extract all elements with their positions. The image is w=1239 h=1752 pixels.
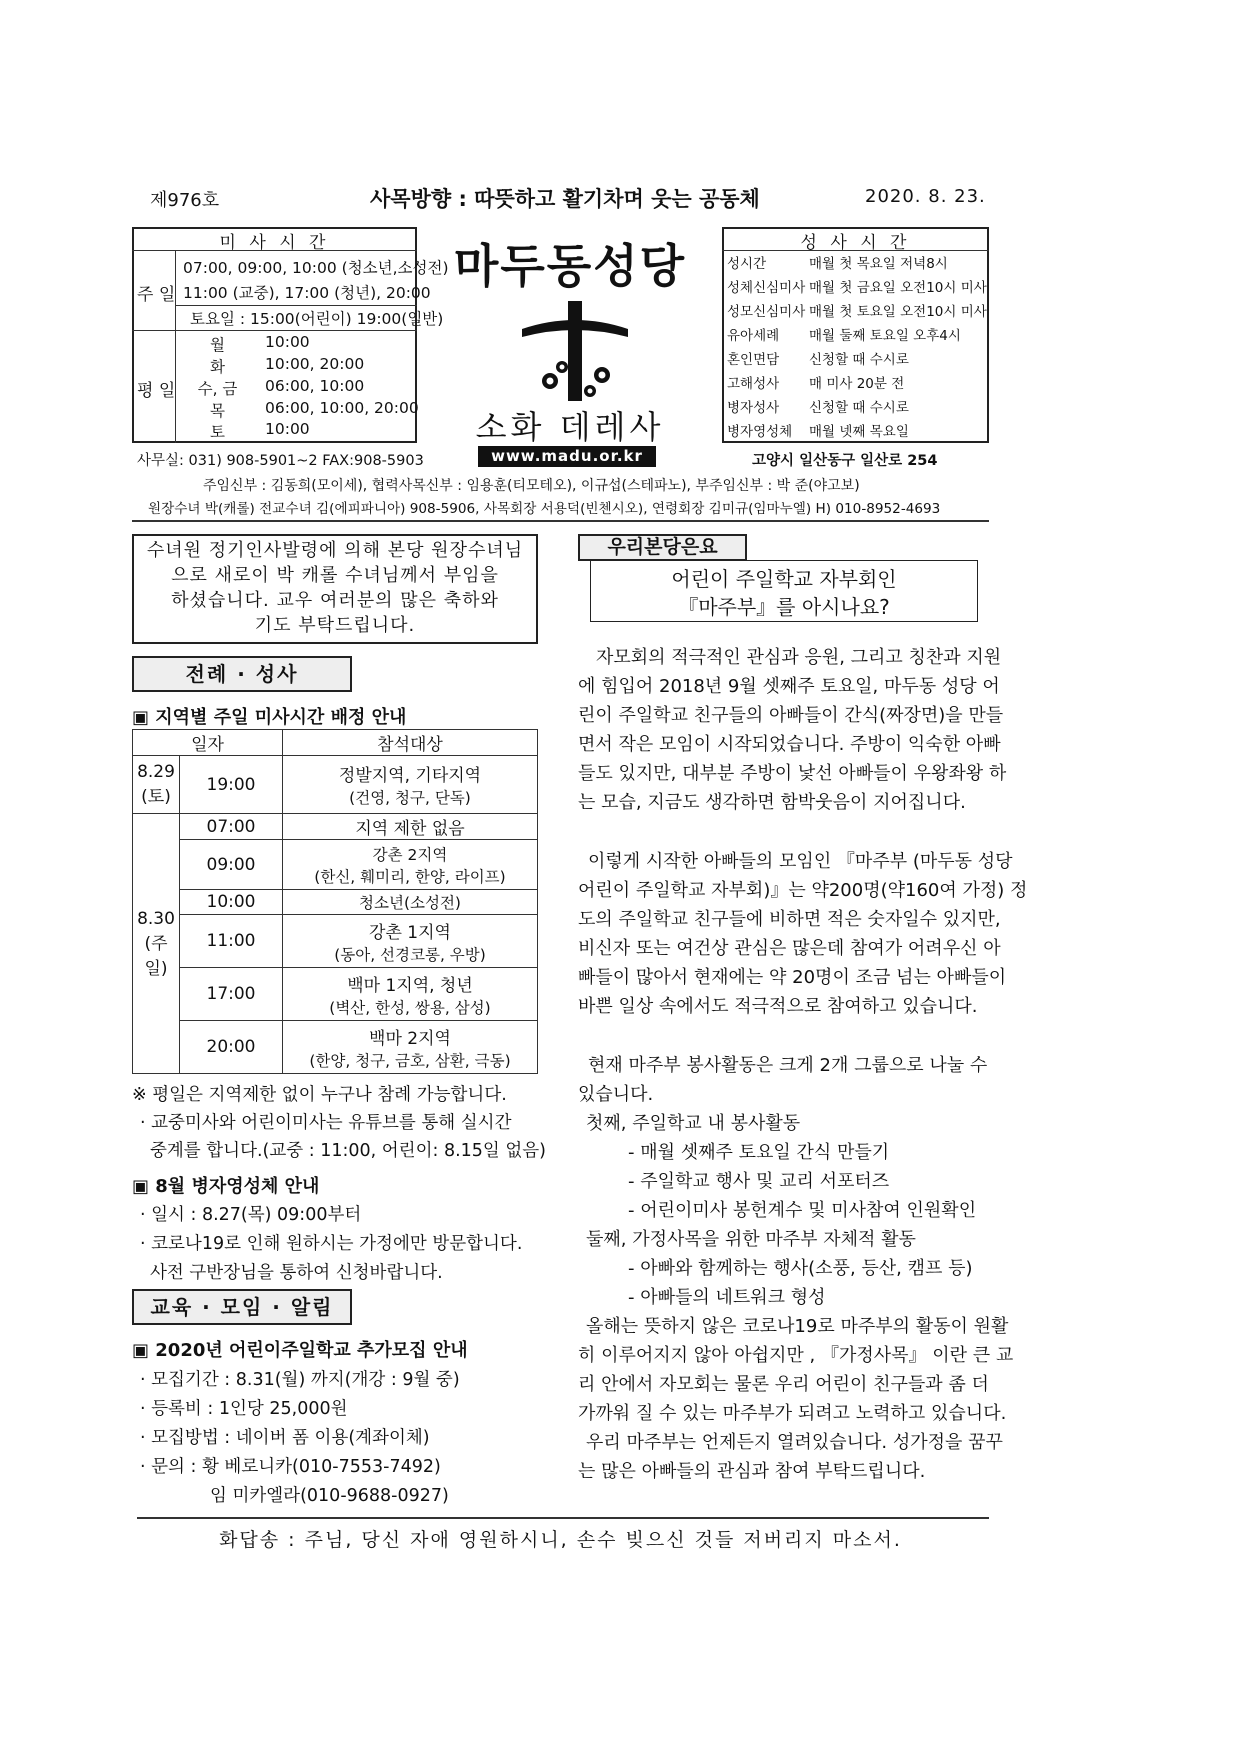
recruit-line: · 모집방법 : 네이버 폼 이용(계좌이체): [140, 1428, 430, 1448]
target-cell: 강촌 1지역 (동아, 선경코롱, 우방): [283, 915, 538, 968]
sick-communion-line: 사전 구반장님을 통하여 신청바랍니다.: [150, 1263, 443, 1283]
church-name: 마두동성당: [453, 239, 687, 293]
date-cell: 8.29 (토): [133, 756, 180, 814]
saturday-mass-row: 토요일 : 15:00(어린이) 19:00(일반): [190, 310, 444, 328]
weekday-note: ※ 평일은 지역제한 없이 누구나 참례 가능합니다.: [132, 1085, 507, 1105]
schedule-title: ▣ 지역별 주일 미사시간 배정 안내: [132, 707, 407, 728]
liturgy-section-title: 전례 · 성사: [132, 656, 352, 692]
article-paragraph: 올해는 뜻하지 않은 코로나19로 마주부의 활동이 원활 히 이루어지지 않아 아쉽지만 , 『가정사목』 이란 큰 교 리 안에서 자모회는 물론 우리 어린이 친구들과 좀 더 가까워 질 수 있는 마주부가 되려고 노력하고 있습니다. 우리 마주부는 언제든지 열려있습니다. 성가정을 꿈꾸 는 많은 아빠들의 관심과 참여 부탁드립니다.: [578, 1316, 1014, 1482]
responsorial-psalm: 화답송 : 주님, 당신 자애 영원하시니, 손수 빚으신 것들 저버리지 마소서.: [219, 1529, 902, 1551]
weekday-day: 수, 금: [197, 380, 238, 398]
recruit-line: · 등록비 : 1인당 25,000원: [140, 1399, 348, 1419]
education-section-title: 교육 · 모임 · 알림: [132, 1289, 352, 1325]
church-address: 고양시 일산동구 일산로 254: [752, 453, 938, 469]
article-headline: 『마주부』를 아시나요?: [678, 595, 890, 619]
sacrament-row: 병자성사 신청할 때 수시로: [727, 400, 909, 416]
target-cell: 강촌 2지역 (한신, 훼미리, 한양, 라이프): [283, 840, 538, 890]
time-cell: 19:00: [180, 756, 283, 814]
article-section-tag: 우리본당은요: [578, 534, 747, 561]
article-paragraph: 자모회의 적극적인 관심과 응원, 그리고 칭찬과 지원 에 힘입어 2018년 9월 셋째주 토요일, 마두동 성당 어 린이 주일학교 친구들의 아빠들이 간식(짜장면)을 만들 면서 작은 모임이 시작되었습니다. 주방이 익숙한 아빠 들도 있지만, 대부분 주방이 낯선 아빠들이 우왕좌왕 하 는 모습, 지금도 생각하면 함박웃음이 지어집니다.: [578, 647, 1007, 813]
issue-date: 2020. 8. 23.: [865, 186, 986, 207]
recruit-line: · 문의 : 황 베로니카(010-7553-7492): [140, 1457, 441, 1477]
mass-times-title: 미 사 시 간: [219, 233, 330, 253]
patron-saint: 소화 데레사: [475, 408, 665, 446]
date-cell: 8.30 (주일): [133, 814, 180, 1074]
weekday-time: 10:00: [265, 333, 310, 351]
time-cell: 07:00: [180, 814, 283, 840]
sunday-mass-row: 11:00 (교중), 17:00 (청년), 20:00: [183, 284, 431, 302]
weekday-time: 06:00, 10:00: [265, 377, 365, 395]
sick-communion-line: · 코로나19로 인해 원하시는 가정에만 방문합니다.: [140, 1234, 523, 1254]
target-cell: 백마 1지역, 청년 (벽산, 한성, 쌍용, 삼성): [283, 968, 538, 1021]
target-cell: 지역 제한 없음: [283, 814, 538, 840]
recruit-title: ▣ 2020년 어린이주일학교 추가모집 안내: [132, 1340, 468, 1361]
weekday-label: 평 일: [137, 381, 176, 401]
article-activity-list: 첫째, 주일학교 내 봉사활동 - 매월 셋째주 토요일 간식 만들기 - 주일학교 행사 및 교리 서포터즈 - 어린이미사 봉헌계수 및 미사참여 인원확인 둘째, 가정사목을 위한 마주부 자체적 활동 - 아빠와 함께하는 행사(소풍, 등산, 캠프 등) - 아빠들의 네트워크 형성: [586, 1113, 977, 1308]
parish-motto: 사목방향 : 따뜻하고 활기차며 웃는 공동체: [370, 187, 760, 211]
office-contact: 사무실: 031) 908-5901~2 FAX:908-5903: [137, 453, 424, 469]
target-cell: 백마 2지역 (한양, 청구, 금호, 삼환, 극동): [283, 1021, 538, 1074]
sacraments-list: [727, 252, 987, 444]
sacrament-row: 유아세례 매월 둘째 토요일 오후4시: [727, 328, 961, 344]
article-headline: 어린이 주일학교 자부회인: [671, 567, 897, 591]
sick-communion-line: · 일시 : 8.27(목) 09:00부터: [140, 1205, 362, 1225]
weekday-time: 06:00, 10:00, 20:00: [265, 399, 419, 417]
table-header: 참석대상: [283, 730, 538, 756]
weekday-time: 10:00, 20:00: [265, 355, 365, 373]
sacrament-row: 혼인면담 신청할 때 수시로: [727, 352, 909, 368]
district-mass-table: [132, 729, 538, 1074]
cross-logo-icon: [510, 293, 640, 403]
time-cell: 10:00: [180, 890, 283, 915]
weekday-day: 목: [210, 402, 225, 420]
table-header: 일자: [133, 730, 283, 756]
time-cell: 20:00: [180, 1021, 283, 1074]
staff-priests: 주임신부 : 김동희(모이세), 협력사목신부 : 임용훈(티모테오), 이규섭(스테파노), 부주임신부 : 박 준(야고보): [203, 478, 860, 494]
weekday-day: 화: [210, 358, 225, 376]
sacrament-row: 병자영성체 매월 넷째 목요일: [727, 424, 909, 440]
target-cell: 청소년(소성전): [283, 890, 538, 915]
sacrament-row: 고해성사 매 미사 20분 전: [727, 376, 905, 392]
recruit-line: · 모집기간 : 8.31(월) 까지(개강 : 9월 중): [140, 1370, 460, 1390]
staff-others: 원장수녀 박(캐롤) 전교수녀 김(에피파니아) 908-5906, 사목회장 서용덕(빈첸시오), 연령회장 김미규(임마누엘) H) 010-8952-4693: [148, 501, 941, 517]
youtube-note-cont: 중계를 합니다.(교중 : 11:00, 어린이: 8.15일 없음): [150, 1141, 547, 1161]
time-cell: 17:00: [180, 968, 283, 1021]
website-link[interactable]: www.madu.or.kr: [478, 446, 656, 467]
sacrament-row: 성시간 매월 첫 목요일 저녁8시: [727, 256, 948, 272]
sunday-label: 주 일: [137, 285, 176, 305]
time-cell: 11:00: [180, 915, 283, 968]
sacrament-row: 성모신심미사 매월 첫 토요일 오전10시 미사: [727, 304, 987, 320]
article-paragraph: 현재 마주부 봉사활동은 크게 2개 그룹으로 나눌 수 있습니다.: [578, 1055, 988, 1105]
notice-text: 수녀원 정기인사발령에 의해 본당 원장수녀님 으로 새로이 박 캐롤 수녀님께서 부임을 하셨습니다. 교우 여러분의 많은 축하와 기도 부탁드립니다.: [146, 540, 524, 636]
sacrament-row: 성체신심미사 매월 첫 금요일 오전10시 미사: [727, 280, 987, 296]
youtube-note: · 교중미사와 어린이미사는 유튜브를 통해 실시간: [140, 1113, 512, 1133]
article-paragraph: 이렇게 시작한 아빠들의 모임인 『마주부 (마두동 성당 어린이 주일학교 자부회)』는 약200명(약160여 가정) 정 도의 주일학교 친구들에 비하면 적은 숫자일수 있지만, 비신자 또는 여건상 관심은 많은데 참여가 어려우신 아 빠들이 많아서 현재에는 약 20명이 조금 넘는 아빠들이 바쁜 일상 속에서도 적극적으로 참여하고 있습니다.: [578, 851, 1028, 1017]
target-cell: 정발지역, 기타지역 (건영, 청구, 단독): [283, 756, 538, 814]
time-cell: 09:00: [180, 840, 283, 890]
sacraments-title: 성 사 시 간: [800, 233, 911, 253]
weekday-day: 토: [210, 423, 225, 441]
sunday-mass-row: 07:00, 09:00, 10:00 (청소년,소성전): [183, 259, 449, 277]
weekday-day: 월: [210, 336, 225, 354]
issue-number: 제976호: [150, 190, 220, 211]
recruit-line: 임 미카엘라(010-9688-0927): [210, 1486, 449, 1506]
weekday-time: 10:00: [265, 420, 310, 438]
sick-communion-title: ▣ 8월 병자영성체 안내: [132, 1176, 320, 1197]
